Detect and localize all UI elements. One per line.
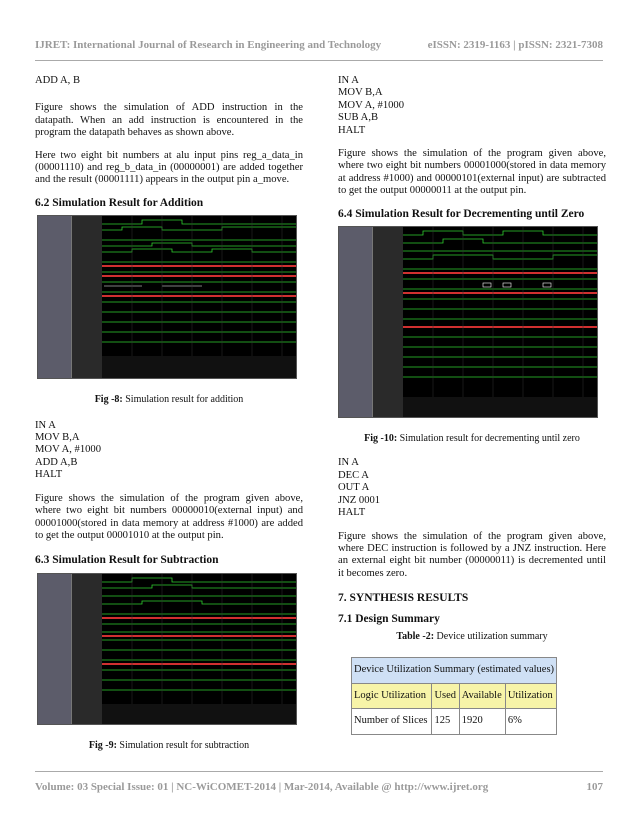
table-cell: Number of Slices	[352, 709, 432, 734]
table-cell: 6%	[505, 709, 556, 734]
table-row	[352, 709, 557, 734]
issn: eISSN: 2319-1163 | pISSN: 2321-7308	[427, 39, 603, 51]
paragraph: Here two eight bit numbers at alu input pins reg_a_data_in (00001110) and reg_b_data_in (00000001) are added together and the result (00001111) appears in the output pin a_move.	[35, 149, 303, 186]
right-column	[338, 75, 606, 735]
waveform-pane	[403, 227, 597, 417]
signal-values-pane	[71, 574, 102, 724]
table-header: Used	[432, 683, 459, 708]
table-cell: 125	[432, 709, 459, 734]
waveform-pane	[102, 574, 296, 724]
table-caption: Table -2: Device utilization summary	[396, 630, 548, 642]
table-cell: 1920	[459, 709, 505, 734]
table-header: Available	[459, 683, 505, 708]
program-listing: IN A DEC A OUT A JNZ 0001 HALT	[338, 457, 381, 519]
section-heading: 6.2 Simulation Result for Addition	[35, 196, 204, 209]
waveform-pane	[102, 216, 296, 378]
figure-caption: Fig -9: Simulation result for subtraction	[88, 739, 250, 751]
paragraph: Figure shows the simulation of ADD instruction in the datapath. When an add instruction is encountered in the program the datapath behaves as shown above.	[35, 102, 303, 139]
table-header: Utilization	[505, 683, 556, 708]
paragraph: Figure shows the simulation of the program given above, where two eight bit numbers 00001000(stored in data memory at address #1000) and 00000101(external input) are subtracted to get the output 00000011 at the output pin.	[338, 148, 606, 197]
section-heading: 6.3 Simulation Result for Subtraction	[35, 554, 219, 567]
signal-values-pane	[372, 227, 403, 417]
program-listing: IN A MOV B,A MOV A, #1000 SUB A,B HALT	[338, 75, 405, 136]
header-rule	[35, 60, 603, 61]
volume-info: Volume: 03 Special Issue: 01 | NC-WiCOMET-2014 | Mar-2014, Available @ http://www.ijret.org	[35, 781, 489, 793]
simulation-figure-addition	[37, 215, 297, 379]
figure-caption: Fig -10: Simulation result for decrementing until zero	[364, 433, 580, 445]
subsection-heading: 7.1 Design Summary	[338, 612, 440, 625]
table-header: Logic Utilization	[352, 683, 432, 708]
signal-names-pane	[339, 227, 372, 417]
waveform-traces	[102, 574, 296, 724]
paragraph: Figure shows the simulation of the program given above, where two eight bit numbers 00000010(external input) and 00001000(stored in data memory at address #1000) are added to get the output 00001010 at the output pin.	[35, 492, 303, 541]
running-footer	[35, 781, 603, 793]
add-instruction: ADD A, B	[35, 75, 81, 86]
program-listing: IN A MOV B,A MOV A, #1000 ADD A,B HALT	[35, 419, 102, 481]
footer-rule	[35, 771, 603, 772]
left-column	[35, 75, 303, 752]
simulation-figure-decrement	[338, 226, 598, 418]
page-number: 107	[586, 781, 603, 793]
signal-values-pane	[71, 216, 102, 378]
signal-names-pane	[38, 216, 71, 378]
table-title: Device Utilization Summary (estimated values)	[352, 658, 557, 683]
section-heading: 6.4 Simulation Result for Decrementing until Zero	[338, 207, 585, 220]
running-header	[35, 39, 603, 51]
waveform-traces	[403, 227, 597, 417]
simulation-figure-subtraction	[37, 573, 297, 725]
paragraph: Figure shows the simulation of the program given above, where DEC instruction is followed by a JNZ instruction. Here an external eight bit number (00000011) is decremented until it becomes zero.	[338, 530, 606, 579]
figure-caption: Fig -8: Simulation result for addition	[94, 394, 244, 406]
journal-name: IJRET: International Journal of Research in Engineering and Technology	[35, 39, 382, 51]
waveform-traces	[102, 216, 296, 378]
device-utilization-table	[351, 657, 557, 734]
section-heading: 7. SYNTHESIS RESULTS	[338, 592, 469, 605]
signal-names-pane	[38, 574, 71, 724]
